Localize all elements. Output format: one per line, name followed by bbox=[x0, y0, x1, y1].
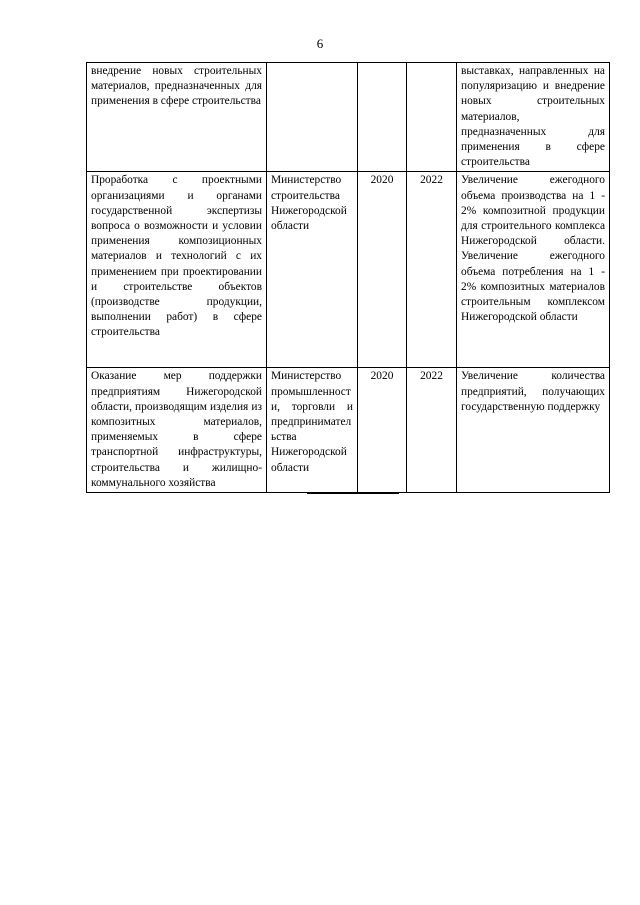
end-year-cell: 2022 bbox=[407, 368, 457, 493]
measures-table bbox=[86, 62, 610, 493]
result-cell: выставках, направленных на популяризацию и внедрение новых строительных материалов, предназначенных для применения в сфере строительства bbox=[457, 63, 610, 172]
end-divider-line bbox=[307, 493, 399, 494]
start-year-cell: 2020 bbox=[358, 172, 407, 368]
measure-cell: Проработка с проектными организациями и органами государственной экспертизы вопроса о возможности и условии применения композиционных материалов и технологий с их применением при проектировании и строительстве объектов (производстве продукции, выполнении работ) в сфере строительства bbox=[87, 172, 267, 368]
end-year-cell bbox=[407, 63, 457, 172]
table-row bbox=[87, 63, 610, 172]
executor-cell bbox=[267, 63, 358, 172]
table-row bbox=[87, 172, 610, 368]
executor-cell: Министерство промышленности, торговли и предпринимательства Нижегородской области bbox=[267, 368, 358, 493]
start-year-cell bbox=[358, 63, 407, 172]
measure-cell: Оказание мер поддержки предприятиям Нижегородской области, производящим изделия из композитных материалов, применяемых в сфере транспортной инфраструктуры, строительства и жилищно-коммунального хозяйства bbox=[87, 368, 267, 493]
result-cell: Увеличение количества предприятий, получающих государственную поддержку bbox=[457, 368, 610, 493]
end-year-cell: 2022 bbox=[407, 172, 457, 368]
page-number: 6 bbox=[316, 36, 324, 51]
table-row bbox=[87, 368, 610, 493]
result-cell: Увеличение ежегодного объема производства на 1 - 2% композитной продукции для строительного комплекса Нижегородской области. Увеличение ежегодного объема потребления на 1 - 2% композитных материалов строительным комплексом Нижегородской области bbox=[457, 172, 610, 368]
start-year-cell: 2020 bbox=[358, 368, 407, 493]
measure-cell: внедрение новых строительных материалов, предназначенных для применения в сфере строительства bbox=[87, 63, 267, 172]
executor-cell: Министерство строительства Нижегородской области bbox=[267, 172, 358, 368]
